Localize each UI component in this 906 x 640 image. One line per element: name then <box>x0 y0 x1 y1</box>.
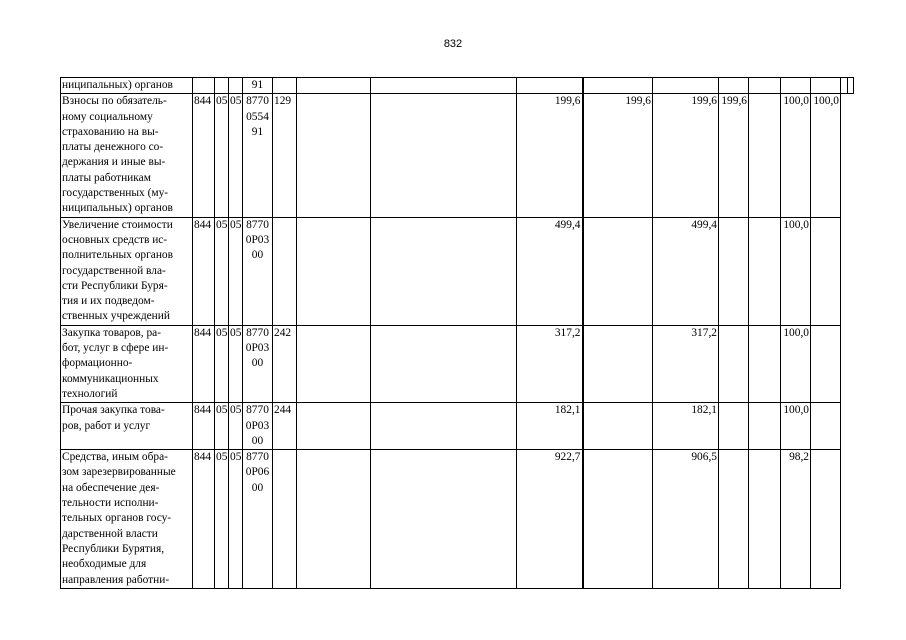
ved-code-cell: 844 <box>193 217 215 325</box>
value-cell <box>749 94 781 217</box>
value-cell <box>583 217 653 325</box>
value-cell: 100,0 <box>811 94 841 217</box>
value-cell <box>749 217 781 325</box>
ved-code-cell: 844 <box>193 403 215 450</box>
table-row <box>61 94 854 217</box>
value-cell: 98,2 <box>781 450 811 589</box>
value-cell: 100,0 <box>781 325 811 402</box>
csr-code-cell: 91 <box>243 78 273 94</box>
value-cell <box>583 450 653 589</box>
pr-code-cell: 05 <box>229 217 243 325</box>
value-cell <box>811 325 841 402</box>
value-cell: 199,6 <box>583 94 653 217</box>
vr-code-cell <box>273 78 297 94</box>
value-cell <box>297 78 371 94</box>
ved-code-cell: 844 <box>193 94 215 217</box>
value-cell: 182,1 <box>653 403 719 450</box>
pr-code-cell <box>229 78 243 94</box>
value-cell: 317,2 <box>653 325 719 402</box>
row-name-cell: Увеличение стоимости основных средств ис- полнительных органов государственной вла- сти Республики Буря- тия и их подведом- ственных учреждений <box>61 217 193 325</box>
value-cell: 906,5 <box>653 450 719 589</box>
rz-code-cell <box>215 78 229 94</box>
value-cell: 199,6 <box>653 94 719 217</box>
table-row <box>61 403 854 450</box>
ved-code-cell <box>193 78 215 94</box>
rz-code-cell: 05 <box>215 325 229 402</box>
value-cell <box>653 78 719 94</box>
value-cell <box>371 217 517 325</box>
row-name-cell: Прочая закупка това- ров, работ и услуг <box>61 403 193 450</box>
row-name-cell: ниципальных) органов <box>61 78 193 94</box>
value-cell <box>847 78 854 94</box>
table-row <box>61 78 854 94</box>
table-row <box>61 450 854 589</box>
row-name-cell: Закупка товаров, ра- бот, услуг в сфере ин- формационно- коммуникационных технологий <box>61 325 193 402</box>
vr-code-cell: 129 <box>273 94 297 217</box>
vr-code-cell: 242 <box>273 325 297 402</box>
value-cell <box>297 450 371 589</box>
value-cell: 182,1 <box>517 403 583 450</box>
value-cell <box>811 217 841 325</box>
vr-code-cell: 244 <box>273 403 297 450</box>
ved-code-cell: 844 <box>193 450 215 589</box>
value-cell <box>719 217 749 325</box>
csr-code-cell: 8770 0554 91 <box>243 94 273 217</box>
value-cell <box>371 325 517 402</box>
value-cell <box>297 217 371 325</box>
budget-table <box>60 77 854 589</box>
value-cell <box>719 450 749 589</box>
value-cell <box>297 325 371 402</box>
rz-code-cell: 05 <box>215 94 229 217</box>
value-cell: 199,6 <box>517 94 583 217</box>
value-cell <box>749 403 781 450</box>
value-cell: 499,4 <box>517 217 583 325</box>
value-cell <box>297 94 371 217</box>
ved-code-cell: 844 <box>193 325 215 402</box>
csr-code-cell: 8770 0Р03 00 <box>243 325 273 402</box>
value-cell <box>811 403 841 450</box>
value-cell <box>749 325 781 402</box>
vr-code-cell <box>273 450 297 589</box>
value-cell <box>371 78 517 94</box>
value-cell <box>719 325 749 402</box>
value-cell: 922,7 <box>517 450 583 589</box>
csr-code-cell: 8770 0Р06 00 <box>243 450 273 589</box>
value-cell <box>371 450 517 589</box>
table-row <box>61 325 854 402</box>
row-name-cell: Средства, иным обра- зом зарезервированные на обеспечение дея- тельности исполни- тельных органов госу- дарственной власти Республики Бурятия, необходимые для направления работни- <box>61 450 193 589</box>
value-cell <box>583 78 653 94</box>
value-cell: 499,4 <box>653 217 719 325</box>
pr-code-cell: 05 <box>229 325 243 402</box>
value-cell <box>749 450 781 589</box>
csr-code-cell: 8770 0Р03 00 <box>243 403 273 450</box>
vr-code-cell <box>273 217 297 325</box>
pr-code-cell: 05 <box>229 94 243 217</box>
value-cell <box>517 78 583 94</box>
value-cell <box>811 78 841 94</box>
value-cell <box>749 78 781 94</box>
value-cell: 100,0 <box>781 217 811 325</box>
table-row <box>61 217 854 325</box>
page-number: 832 <box>443 38 463 50</box>
value-cell <box>811 450 841 589</box>
value-cell <box>583 403 653 450</box>
value-cell: 100,0 <box>781 403 811 450</box>
pr-code-cell: 05 <box>229 403 243 450</box>
rz-code-cell: 05 <box>215 217 229 325</box>
value-cell: 199,6 <box>719 94 749 217</box>
value-cell <box>297 403 371 450</box>
value-cell: 317,2 <box>517 325 583 402</box>
rz-code-cell: 05 <box>215 450 229 589</box>
value-cell: 100,0 <box>781 94 811 217</box>
value-cell <box>583 325 653 402</box>
value-cell <box>781 78 811 94</box>
value-cell <box>371 94 517 217</box>
row-name-cell: Взносы по обязатель- ному социальному страхованию на вы- платы денежного со- держания и иные вы- платы работникам государственных (му- ниципальных) органов <box>61 94 193 217</box>
value-cell <box>719 403 749 450</box>
rz-code-cell: 05 <box>215 403 229 450</box>
pr-code-cell: 05 <box>229 450 243 589</box>
csr-code-cell: 8770 0Р03 00 <box>243 217 273 325</box>
value-cell <box>371 403 517 450</box>
table-body <box>61 78 854 589</box>
value-cell <box>719 78 749 94</box>
